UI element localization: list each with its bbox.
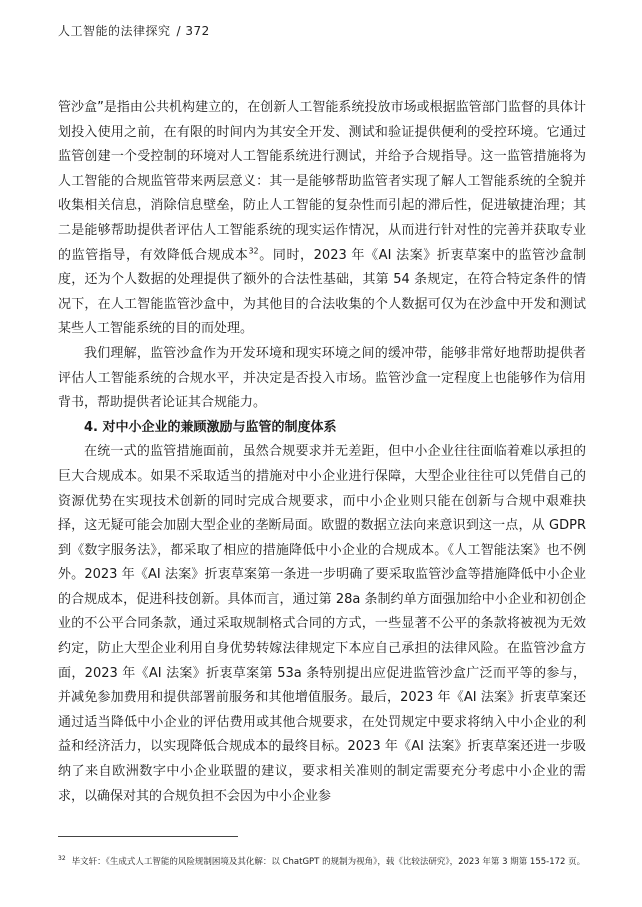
paragraph-text: 管沙盒”是指由公共机构建立的，在创新人工智能系统投放市场或根据监管部门监督的具体计划投入使用之前，在有限的时间内为其安全开发、测试和验证提供便利的受控环境。它通过监管创建一个受控制的环境对人工智能系统进行测试，并给予合规指导。这一监管措施将为人工智能的合规监管带来两层意义：其一是能够帮助监管者实现了解人工智能系统的全貌并收集相关信息，消除信息壁垒，防止人工智能的复杂性而引起的滞后性，促进敏捷治理；其二是能够帮助提供者评估人工智能系统的现实运作情况，从而进行针对性的完善并获取专业的监管指导，有效降低合规成本 xyxy=(58,100,586,263)
footnote-number: 32 xyxy=(58,855,66,863)
paragraph-sandbox-understanding: 我们理解，监管沙盒作为开发环境和现实环境之间的缓冲带，能够非常好地帮助提供者评估人工智能系统的合规水平，并决定是否投入市场。监管沙盒一定程度上也能够作为信用背书，帮助提供者论证其合规能力。 xyxy=(58,345,586,411)
page-body xyxy=(58,96,586,809)
footnote-ref[interactable]: 32 xyxy=(248,246,259,256)
running-header xyxy=(58,22,210,39)
footnote xyxy=(58,855,598,867)
paragraph-sandbox-definition xyxy=(58,96,586,342)
book-title: 人工智能的法律探究 xyxy=(58,24,171,38)
paragraph-sme-measures: 在统一式的监管措施面前，虽然合规要求并无差距，但中小企业往往面临着难以承担的巨大合规成本。如果不采取适当的措施对中小企业进行保障，大型企业往往可以凭借自己的资源优势在实现技术创新的同时完成合规要求，而中小企业则只能在创新与合规中艰难抉择，这无疑可能会加剧大型企业的垄断局面。欧盟的数据立法向来意识到这一点，从 GDPR 到《数字服务法》，都采取了相应的措施降低中小企业的合规成本。《人工智能法案》也不例外。2023 年《AI 法案》折衷草案第一条进一步明确了要采取监管沙盒等措施降低中小企业的合规成本，促进科技创新。具体而言，通过第 28a 条制约单方面强加给中小企业和初创企业的不公平合同条款，通过采取规制格式合同的方式，一些显著不公平的条款将被视为无效约定，防止大型企业利用自身优势转嫁法律规定下本应自己承担的法律风险。在监管沙盒方面，2023 年《AI 法案》折衷草案第 53a 条特别提出应促进监管沙盒广泛而平等的参与，并减免参加费用和提供部署前服务和其他增值服务。最后，2023 年《AI 法案》折衷草案还通过适当降低中小企业的评估费用或其他合规要求，在处罚规定中要求将纳入中小企业的利益和经济活力，以实现降低合规成本的最终目标。2023 年《AI 法案》折衷草案还进一步吸纳了来自欧洲数字中小企业联盟的建议，要求相关准则的制定需要充分考虑中小企业的需求，以确保对其的合规负担不会因为中小企业参 xyxy=(58,444,586,804)
paragraph-text-tail: 。同时，2023 年《AI 法案》折衷草案中的监管沙盒制度，还为个人数据的处理提供了额外的合法性基础，其第 54 条规定，在符合特定条件的情况下，在人工智能监管沙盒中，为其他目的合法收集的个人数据可仅为在沙盒中开发和测试某些人工智能系统的目的而处理。 xyxy=(58,247,586,337)
footnote-divider xyxy=(58,836,238,837)
footnote-text: 毕文轩：《生成式人工智能的风险规制困境及其化解：以 ChatGPT 的规制为视角》，载《比较法研究》，2023 年第 3 期第 155-172 页。 xyxy=(71,857,586,867)
page-number: / 372 xyxy=(176,24,210,38)
section-heading: 4. 对中小企业的兼顾激励与监管的制度体系 xyxy=(84,419,337,435)
